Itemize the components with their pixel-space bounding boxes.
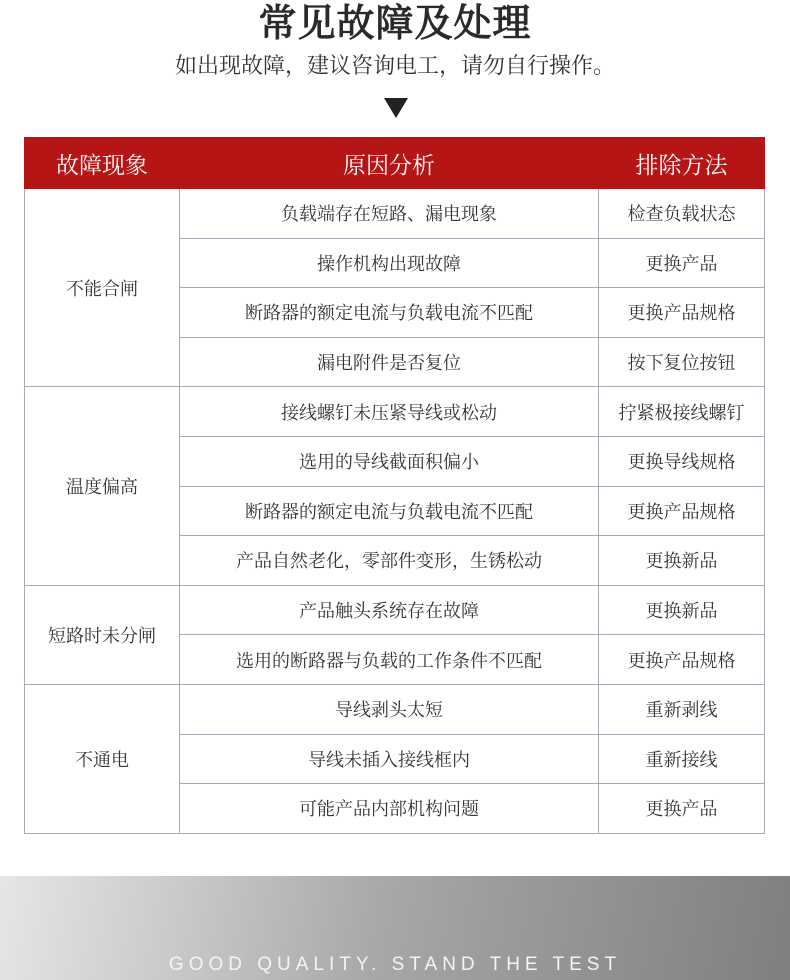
symptom-cell: 短路时未分闸 [25, 585, 180, 684]
page-title: 常见故障及处理 [258, 1, 532, 45]
fix-cell: 拧紧极接线螺钉 [599, 387, 765, 437]
cause-cell: 产品自然老化，零部件变形，生锈松动 [180, 536, 599, 586]
footer-slogan: GOOD QUALITY. STAND THE TEST [168, 954, 622, 975]
fix-cell: 更换新品 [599, 536, 765, 586]
table-row [25, 387, 765, 437]
cause-cell: 产品触头系统存在故障 [180, 585, 599, 635]
table-header-row [25, 138, 765, 189]
fix-cell: 重新剥线 [599, 684, 765, 734]
cause-cell: 导线未插入接线框内 [180, 734, 599, 784]
table-row [25, 585, 765, 635]
fix-cell: 按下复位按钮 [599, 337, 765, 387]
page-subtitle: 如出现故障，建议咨询电工，请勿自行操作。 [174, 54, 615, 79]
fix-cell: 更换产品规格 [599, 486, 765, 536]
table-row [25, 189, 765, 239]
cause-cell: 接线螺钉未压紧导线或松动 [180, 387, 599, 437]
cause-cell: 漏电附件是否复位 [180, 337, 599, 387]
cause-cell: 断路器的额定电流与负载电流不匹配 [180, 486, 599, 536]
symptom-cell: 温度偏高 [25, 387, 180, 585]
fix-cell: 更换导线规格 [599, 436, 765, 486]
header-fix: 排除方法 [599, 138, 765, 189]
fix-cell: 更换产品 [599, 784, 765, 834]
header-cause: 原因分析 [180, 138, 599, 189]
fix-cell: 更换新品 [599, 585, 765, 635]
cause-cell: 选用的导线截面积偏小 [180, 436, 599, 486]
fix-cell: 更换产品 [599, 238, 765, 288]
fix-cell: 更换产品规格 [599, 288, 765, 338]
symptom-cell: 不通电 [25, 684, 180, 833]
footer-banner [0, 876, 790, 980]
cause-cell: 操作机构出现故障 [180, 238, 599, 288]
fix-cell: 更换产品规格 [599, 635, 765, 685]
fix-cell: 检查负载状态 [599, 189, 765, 239]
symptom-cell: 不能合闸 [25, 189, 180, 387]
down-arrow-icon [384, 98, 408, 118]
header-symptom: 故障现象 [25, 138, 180, 189]
cause-cell: 负载端存在短路、漏电现象 [180, 189, 599, 239]
cause-cell: 导线剥头太短 [180, 684, 599, 734]
cause-cell: 可能产品内部机构问题 [180, 784, 599, 834]
cause-cell: 选用的断路器与负载的工作条件不匹配 [180, 635, 599, 685]
fault-table [24, 137, 765, 834]
cause-cell: 断路器的额定电流与负载电流不匹配 [180, 288, 599, 338]
table-row [25, 684, 765, 734]
fix-cell: 重新接线 [599, 734, 765, 784]
